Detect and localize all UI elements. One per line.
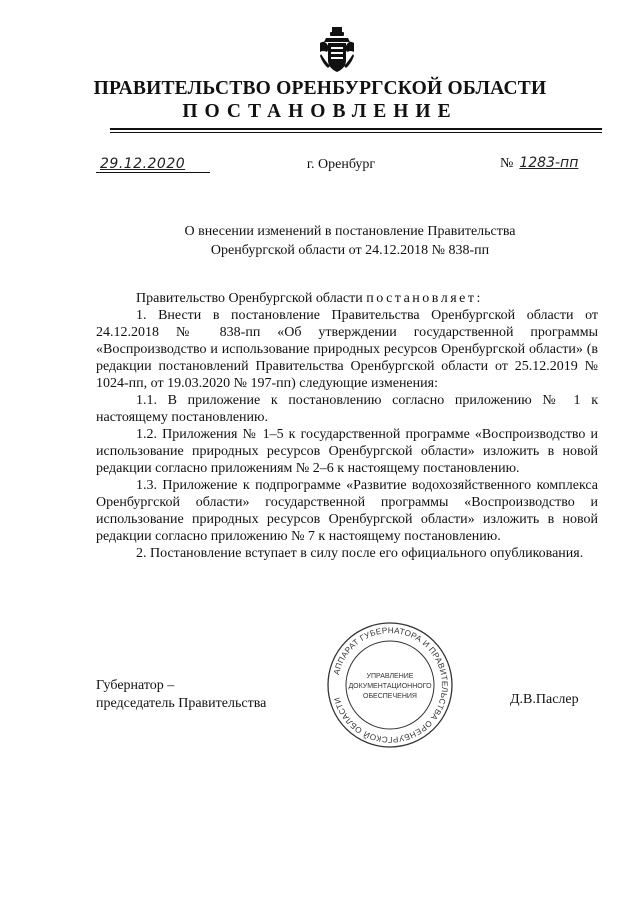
number-sign: № [500,156,514,171]
paragraph-1-3: 1.3. Приложение к подпрограмме «Развитие водохозяйственного комплекса Оренбургской области» государственной программы «Воспроизводство и использование природных ресурсов Оренбургской области» изложить в новой редакции согласно приложению № 7 к настоящему постановлению. [96,478,598,544]
document-body [96,290,598,562]
official-stamp [325,620,455,750]
position-line: Губернатор – [96,678,175,693]
stamp-inner-line: ОБЕСПЕЧЕНИЯ [363,693,417,700]
subject-line: О внесении изменений в постановление Правительства [184,224,516,239]
document-date: 29.12.2020 [96,156,210,173]
stamp-outer-text: АППАРАТ ГУБЕРНАТОРА И ПРАВИТЕЛЬСТВА ОРЕНБУРГСКОЙ ОБЛАСТИ [332,625,450,745]
government-title: ПРАВИТЕЛЬСТВО ОРЕНБУРГСКОЙ ОБЛАСТИ [93,78,547,99]
paragraph-1: 1. Внести в постановление Правительства Оренбургской области от 24.12.2018 № 838-пп «Об утверждении государственной программы «Воспроизводство и использование природных ресурсов Оренбургской области» (в редакции постановлений Правительства Оренбургской области от 25.12.2019 № 1024-пп, от 19.03.2020 № 197-пп) следующие изменения: [96,308,598,391]
number-value: 1283-пп [519,155,579,171]
stamp-inner-line: ДОКУМЕНТАЦИОННОГО [348,683,432,690]
coat-of-arms-icon [318,26,356,74]
document-subject [100,222,600,260]
paragraph-2: 2. Постановление вступает в силу после его официального опубликования. [136,546,584,561]
stamp-inner-line: УПРАВЛЕНИЕ [366,673,414,680]
position-line: председатель Правительства [96,696,267,711]
signer-name: Д.В.Паслер [510,692,579,707]
header-divider-thin [110,132,602,133]
paragraph-1-1: 1.1. В приложение к постановлению согласно приложению № 1 к настоящему постановлению. [96,393,598,425]
signer-position [96,677,266,713]
intro-verb: постановляет: [366,291,483,306]
subject-line: Оренбургской области от 24.12.2018 № 838-пп [210,243,490,258]
header-divider [110,128,602,130]
document-city: г. Оренбург [306,157,376,172]
intro-paragraph [96,290,598,307]
document-number [500,155,578,172]
paragraph-1-2: 1.2. Приложения № 1–5 к государственной программе «Воспроизводство и использование природных ресурсов Оренбургской области» изложить в новой редакции согласно приложениям № 2–6 к настоящему постановлению. [96,427,598,476]
intro-prefix: Правительство Оренбургской области [136,291,363,306]
document-type: ПОСТАНОВЛЕНИЕ [182,101,458,122]
